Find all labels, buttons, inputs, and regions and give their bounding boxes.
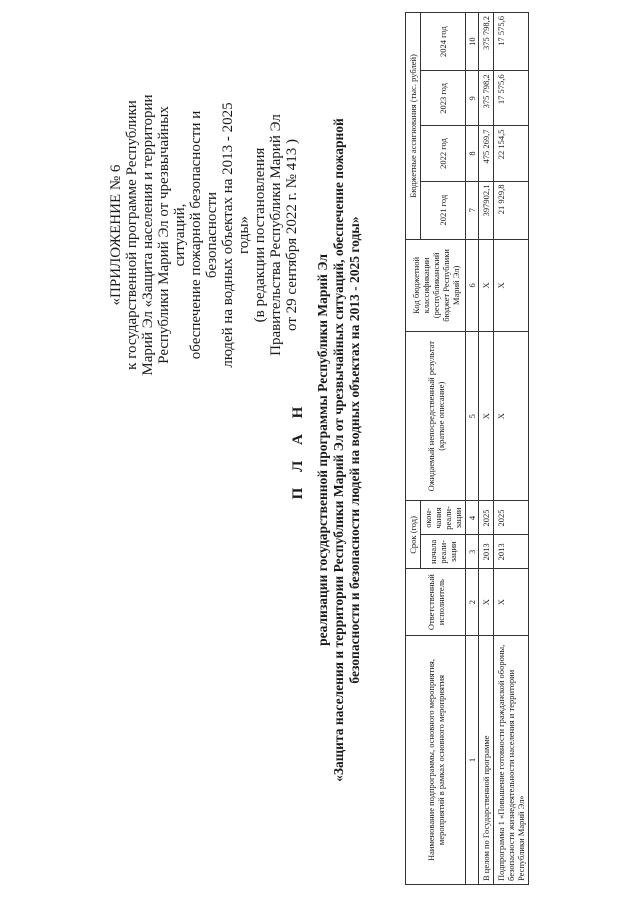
appendix-line: от 29 сентября 2022 г. № 413 ): [284, 139, 300, 331]
header-result: Ожидаемый непосредственный результат (краткое описание): [406, 331, 466, 501]
cell-code: Х: [494, 239, 529, 331]
plan-heading: П Л А Н: [290, 400, 306, 500]
subtitle-line-1: реализации государственной программы Республики Марий Эл: [315, 254, 330, 646]
cell-2022: 22 154,5: [494, 126, 529, 181]
subtitle-line-3: безопасности и безопасности людей на водных объектах на 2013 - 2025 годы»: [347, 216, 362, 684]
col-number: 4: [466, 501, 479, 535]
cell-name: В целом по Государственной программе: [479, 636, 494, 885]
cell-2024: 375 798,2: [479, 13, 494, 71]
appendix-line: людей на водных объектах на 2013 - 2025 годы»: [220, 102, 252, 368]
cell-executor: Х: [494, 569, 529, 636]
cell-result: Х: [479, 331, 494, 501]
appendix-line: Правительства Республики Марий Эл: [268, 114, 284, 356]
col-number: 9: [466, 71, 479, 126]
cell-end: 2025: [494, 501, 529, 535]
appendix-line: (в редакции постановления: [252, 147, 268, 323]
header-2021: 2021 год: [421, 181, 466, 239]
header-budget: Бюджетные ассигнования (тыс. рублей): [406, 13, 421, 240]
appendix-line: к государственной программе Республики: [124, 100, 140, 370]
cell-start: 2013: [479, 535, 494, 569]
cell-2023: 375 798,2: [479, 71, 494, 126]
cell-name: Подпрограмма 1 «Повышение готовности гражданской обороны, безопасности жизнедеятельности населения и территории Республики Марий Эл»: [494, 636, 529, 885]
col-number: 7: [466, 181, 479, 239]
col-number: 2: [466, 569, 479, 636]
header-term: Срок (год): [406, 501, 421, 569]
header-code: Код бюджетной классификации (республиканский бюджет Республики Марий Эл): [406, 239, 466, 331]
cell-2023: 17 575,6: [494, 71, 529, 126]
cell-2021: 397902,1: [479, 181, 494, 239]
header-start: начала реали-зации: [421, 535, 466, 569]
subtitle-line-2: «Защита населения и территории Республики Марий Эл от чрезвычайных ситуаций, обеспечение пожарной: [331, 118, 346, 782]
cell-end: 2025: [479, 501, 494, 535]
table-row: [494, 13, 529, 885]
header-2023: 2023 год: [421, 71, 466, 126]
header-2022: 2022 год: [421, 126, 466, 181]
column-number-row: [466, 13, 479, 885]
cell-2021: 21 929,8: [494, 181, 529, 239]
col-number: 6: [466, 239, 479, 331]
cell-2022: 475 269,7: [479, 126, 494, 181]
appendix-block: [108, 85, 300, 385]
appendix-line: обеспечение пожарной безопасности и безопасности: [188, 110, 220, 360]
col-number: 10: [466, 13, 479, 71]
cell-2024: 17 575,6: [494, 13, 529, 71]
table-row: [479, 13, 494, 885]
cell-executor: Х: [479, 569, 494, 636]
col-number: 3: [466, 535, 479, 569]
appendix-line: Республики Марий Эл от чрезвычайных ситуаций,: [156, 106, 188, 364]
header-executor: Ответственный исполнитель: [406, 569, 466, 636]
header-end: окон-чания реали-зации: [421, 501, 466, 535]
appendix-line: «ПРИЛОЖЕНИЕ № 6: [108, 164, 124, 306]
cell-code: Х: [479, 239, 494, 331]
plan-table: [405, 12, 529, 885]
cell-result: Х: [494, 331, 529, 501]
header-2024: 2024 год: [421, 13, 466, 71]
col-number: 5: [466, 331, 479, 501]
appendix-line: Марий Эл «Защита населения и территории: [140, 94, 156, 376]
plan-subtitle: [315, 25, 363, 875]
col-number: 8: [466, 126, 479, 181]
title-block: [290, 25, 363, 875]
cell-start: 2013: [494, 535, 529, 569]
header-name: Наименование подпрограммы, основного мероприятия, мероприятий в рамках основного мероприятия: [406, 636, 466, 885]
col-number: 1: [466, 636, 479, 885]
